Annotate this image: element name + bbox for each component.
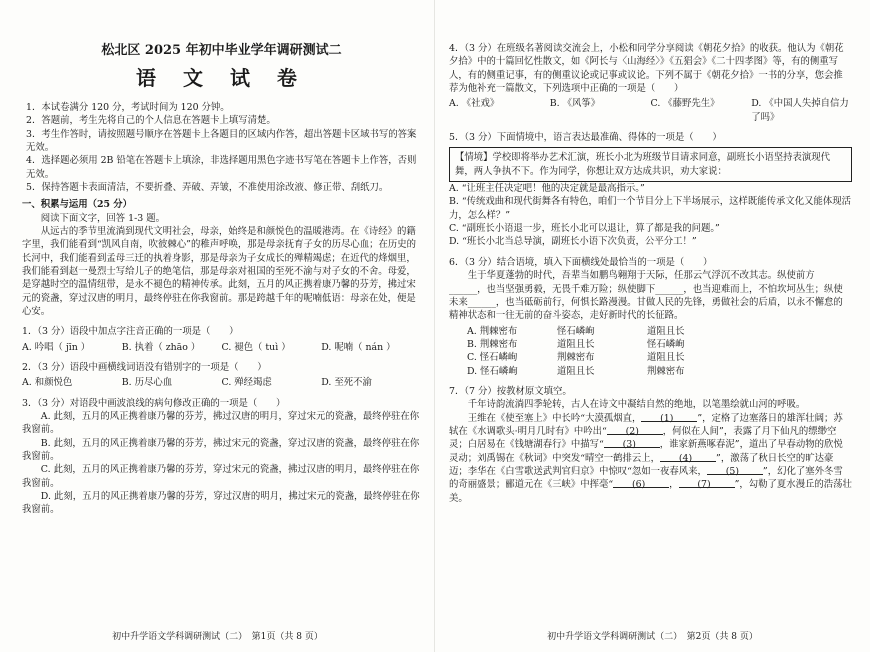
table-cell: A. 荆棘密布: [467, 325, 518, 337]
page-title: 语 文 试 卷: [136, 66, 307, 91]
section-title: 一、积累与运用（25 分）: [22, 199, 133, 211]
table-cell: 荆棘密布: [557, 352, 595, 364]
question-stem: 1．（3 分）语段中加点字注音正确的一项是（ ）: [22, 326, 239, 338]
question-stem: 2．（3 分）语段中画横线词语没有错别字的一项是（ ）: [22, 362, 267, 374]
table-cell: 怪石嶙峋: [557, 325, 595, 337]
question-5: [449, 131, 852, 249]
blank-field: (4): [660, 452, 716, 462]
option-a: A. 和颜悦色: [22, 377, 73, 389]
option-c: C. “副班长小语退一步，班长小北可以退让，算了都是我的问题。”: [449, 223, 720, 235]
option-b: B. “传统戏曲和现代街舞各有特色，咱们一个节目分上下半场展示，这样既能传承文化又能体现活力，怎么样？”: [449, 196, 852, 221]
table-cell: 荆棘密布: [647, 365, 685, 377]
reading-passage: 从远古的季节里流淌到现代文明社会，母亲，始终是和颜悦色的温暖港湾。在《诗经》的籍字里，我们能看到“凯风自南，吹彼棘心”的稚声呼唤，那是母亲抚育子女的历尽心血；在历史的长河中，我们能看到孟母三迁的执着身影，那是母亲为子女成长的殚精竭虑；在近代的烽烟里，我们能看到赵一曼烈士写给儿子的绝笔信，那是母亲对祖国的至死不渝与对子女的不舍。母爱，是穿越时空的温情纽带，是永不褪色的精神传承。此刻，五月的风正携着康乃馨的芬芳，拂过宋元的瓷盏，穿过汉唐的明月，最终停驻在你我窗前。那是跨越千年的呢喃低语：母亲在处，便是心安。: [22, 225, 416, 317]
option-a: A. 吟唱（ jīn ）: [22, 341, 91, 353]
option-c: C. 《藤野先生》: [650, 98, 720, 110]
option-a: A. 此刻，五月的风正携着康乃馨的芬芳，拂过汉唐的明月，穿过宋元的瓷盏，最终停驻在你我窗前。: [22, 411, 420, 436]
option-table: [449, 325, 852, 378]
option-list: [22, 341, 421, 354]
blank-field: (3): [604, 438, 660, 448]
question-stem: 3．（3 分）对语段中画波浪线的病句修改正确的一项是（ ）: [22, 397, 286, 409]
note-item: 1．本试卷满分 120 分，考试时间为 120 分钟。: [26, 101, 230, 113]
option-list: [449, 97, 852, 124]
note-item: 3．考生作答时，请按照题号顺序在答题卡上各题目的区域内作答，超出答题卡区域书写的答案无效。: [26, 128, 417, 153]
table-cell: C. 怪石嶙峋: [467, 352, 518, 364]
option-b: B. 执着（ zhāo ）: [121, 341, 201, 353]
option-d: D. 呢喃（ nán ）: [321, 341, 396, 353]
blank-field: (5): [707, 465, 763, 475]
option-b: B. 《风筝》: [549, 98, 601, 110]
question-7: [449, 385, 852, 505]
note-item: 2．答题前，考生先将自己的个人信息在答题卡上填写清楚。: [26, 115, 276, 127]
question-6: [449, 256, 852, 378]
option-d: D. “班长小北当总导演，副班长小语下次负责，公平分工！”: [449, 236, 697, 248]
blank-field: (1): [641, 412, 697, 422]
question-4: [449, 42, 852, 124]
fill-passage: 生于华夏蓬勃的时代，吾辈当如鹏鸟翱翔于天际，任那云气浮沉不改其志。纵使前方______，也当坚强勇毅，无畏千难万险；纵使脚下______，也当迎难而上，不怕坎坷丛生；纵使未来______，也当砥砺前行，何惧长路漫漫。甘做人民的先锋，勇做社会的后盾，以永不懈怠的精神状态和一往无前的奋斗姿态，走好新时代的长征路。: [449, 270, 843, 322]
table-cell: 道阻且长: [647, 352, 685, 364]
reading-intro: 阅读下面文字，回答 1-3 题。: [40, 212, 165, 224]
exam-notes: [22, 101, 421, 194]
question-stem: 4．（3 分）在班级名著阅读交流会上，小松和同学分享阅读《朝花夕拾》的收获。他认为《朝花夕拾》中的十篇回忆性散文，如《阿长与〈山海经〉》《五猖会》《二十四孝图》等，有的侧重写人，有的侧重记事，有的侧重议论或记事或议论。下列不属于《朝花夕拾》一书的分享，您会推荐为他补充一篇散文，下列选项中正确的一项是（ ）: [449, 43, 844, 95]
option-b: B. 此刻，五月的风正携着康乃馨的芬芳，拂过宋元的瓷盏，穿过汉唐的瓷盏，最终停驻在你我窗前。: [22, 437, 420, 463]
option-c: C. 殚经竭虑: [221, 377, 272, 389]
question-stem: 6．（3 分）结合语境，填入下面横线处最恰当的一项是（ ）: [449, 256, 713, 268]
blank-field: (2): [607, 425, 663, 435]
question-stem: 5．（3 分）下面情境中，语言表达最准确、得体的一项是（ ）: [449, 132, 722, 144]
table-cell: 怪石嶙峋: [647, 338, 685, 350]
page-footer: 初中升学语文学科调研测试（二） 第1页（共 8 页）: [112, 632, 323, 643]
blank-field: (6): [613, 478, 669, 488]
exam-header: 松北区 2025 年初中毕业学年调研测试二: [101, 43, 342, 58]
question-2: [22, 361, 421, 390]
question-3: [22, 397, 421, 517]
option-list: [22, 376, 421, 389]
note-item: 5．保持答题卡表面清洁，不要折叠、弄破、弄皱，不准使用涂改液、修正带、刮纸刀。: [26, 181, 389, 193]
question-stem: 7．（7 分）按教材原文填空。: [449, 385, 572, 397]
option-b: B. 历尽心血: [121, 377, 173, 389]
page-footer: 初中升学语文学科调研测试（二） 第2页（共 8 页）: [547, 632, 758, 643]
context-text: 【情境】学校即将举办艺术汇演，班长小北为班级节目请求同意，副班长小语坚持表演现代舞，两人争执不下。作为同学，你想让双方达成共识，劝大家说：: [455, 152, 831, 177]
option-c: C. 此刻，五月的风正携着康乃馨的芬芳，穿过宋元的瓷盏，拂过汉唐的明月，最终停驻在你我窗前。: [22, 464, 420, 489]
option-a: A. 《社戏》: [449, 98, 500, 110]
context-box: [449, 147, 852, 182]
option-d: D. 至死不渝: [321, 377, 372, 389]
table-cell: B. 荆棘密布: [467, 338, 518, 350]
table-cell: 道阻且长: [557, 365, 595, 377]
q7-fill-text: 王维在《使至塞上》中长吟“大漠孤烟直， (1) ”，定格了边塞落日的雄浑壮阔；苏轼在《水调歌头·明月几时有》中吟出“ (2) ，何似在人间”，表露了月下仙凡的缥缈空灵；白居易在《钱塘湖春行》中描写“ (3) ，谁家新燕啄春泥”，道出了早春动物的欣悦灵动；刘禹锡在《秋词》中突发“晴空一鹤排云上， (4) ”，激荡了秋日长空的旷达豪迈；李华在《白雪歌送武判官归京》中惊叹“忽如一夜春风来， (5) ”，幻化了塞外冬雪的奇丽盛景；郦道元在《三峡》中挥毫“ (6) ， (7) ”，勾勒了夏水漫丘的浩荡壮美。: [449, 412, 852, 504]
table-cell: 道阻且长: [557, 338, 595, 350]
question-1: [22, 325, 421, 354]
option-d: D. 此刻，五月的风正携着康乃馨的芬芳，穿过汉唐的明月，拂过宋元的瓷盏，最终停驻在你我窗前。: [22, 491, 420, 516]
note-item: 4．选择题必须用 2B 铅笔在答题卡上填涂，非选择题用黑色字迹书写笔在答题卡上作答，否则无效。: [26, 155, 417, 180]
q7-intro: 千年诗韵流淌四季轮转，古人在诗文中凝结自然的绝地，以笔墨绘就山河的呼吸。: [467, 399, 806, 411]
option-d: D. 《中国人失掉自信力了吗》: [751, 98, 849, 123]
page-2: [435, 0, 870, 652]
table-cell: 道阻且长: [647, 325, 685, 337]
blank-field: (7): [679, 478, 735, 488]
table-cell: D. 怪石嶙峋: [467, 365, 518, 377]
option-c: C. 褪色（ tuì ）: [221, 341, 291, 353]
option-a: A. “让班主任决定吧！他的决定就是最高指示。”: [449, 183, 645, 195]
